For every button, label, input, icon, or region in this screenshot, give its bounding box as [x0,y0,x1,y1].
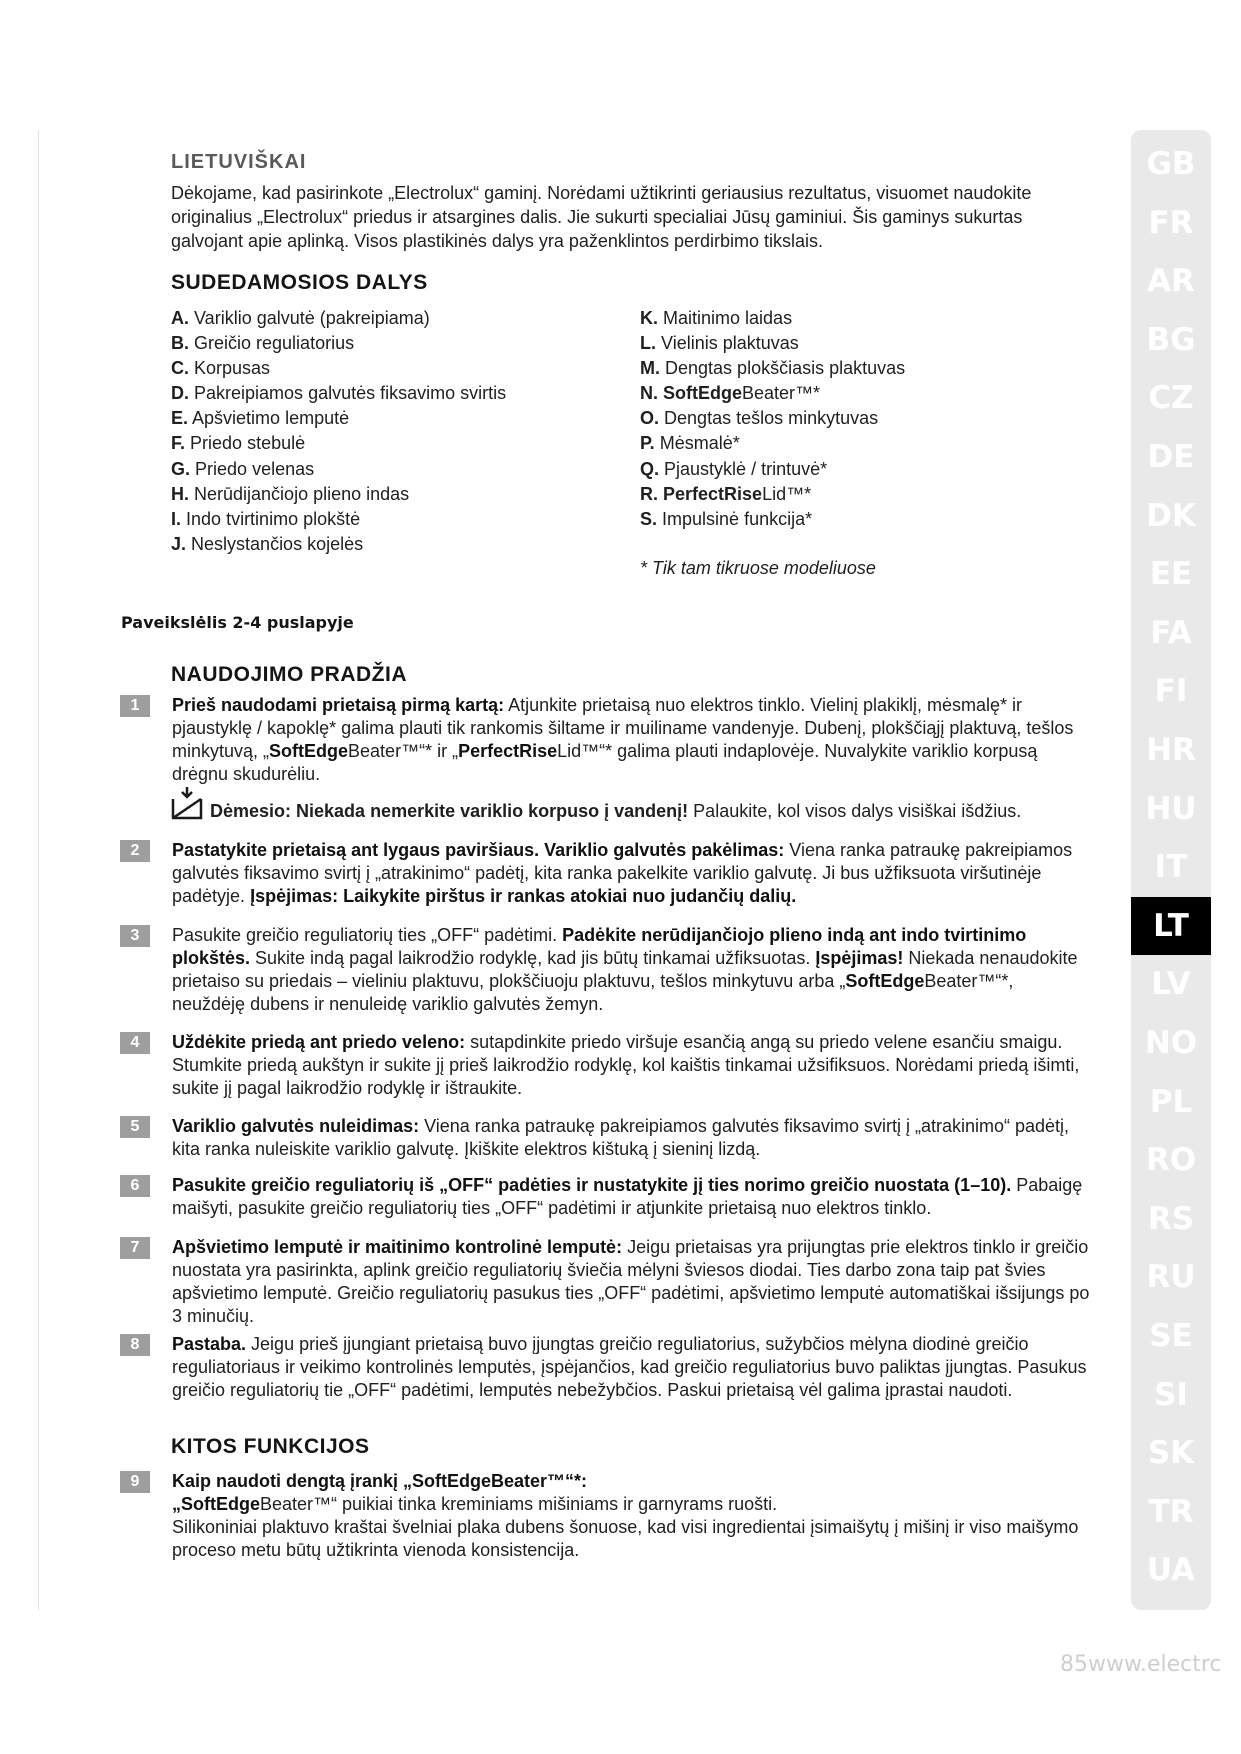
part-label: Apšvietimo lemputė [192,408,350,429]
parts-list-right [640,306,905,532]
part-key: E. [171,408,189,429]
part-item [171,507,506,532]
part-item [171,406,506,431]
part-key: N. [640,383,658,404]
part-label: Priedo stebulė [190,433,306,454]
step-text: Pastatykite prietaisą ant lygaus paviršiaus. Variklio galvutės pakėlimas: Viena ranka patraukę pakreipiamos galvutės fiksavimo svirtį į „atrakinimo“ padėtį, kita ranka pakelkite variklio galvutę. Ji bus užfiksuota viršutinėje padėtyje. Įspėjimas: Laikykite pirštus ir rankas atokiai nuo judančių dalių. [172,840,1073,906]
part-label: Pjaustyklė / trintuvė* [664,458,828,479]
part-key: C. [171,358,189,379]
part-key: J. [171,533,187,554]
language-tab-fi[interactable]: FI [1154,673,1188,710]
step-number: 6 [120,1175,150,1197]
part-label: Maitinimo laidas [663,308,793,328]
language-tab-ua[interactable]: UA [1146,1552,1196,1589]
part-label: Lid™* [762,483,812,504]
step-number: 4 [120,1032,150,1054]
footer-url: www.electrc [1088,1652,1222,1677]
other-functions-heading: KITOS FUNKCIJOS [171,1435,370,1458]
step-text: Apšvietimo lemputė ir maitinimo kontrolinė lemputė: Jeigu prietaisas yra prijungtas prie elektros tinklo ir greičio nuostata yra pasirinkta, aplink greičio reguliatorių šviečia mėlyni šviesos diodai. Ties darbo zona taip pat švies apšvietimo lemputė. Greičio reguliatorių pasukus ties „OFF“ padėtimi, apšvietimo lemputė automatiškai išsijungs po 3 minučių. [172,1237,1090,1326]
getting-started-heading: NAUDOJIMO PRADŽIA [171,663,408,686]
part-item [171,306,506,331]
step-text: Prieš naudodami prietaisą pirmą kartą: Atjunkite prietaisą nuo elektros tinklo. Vielinį plakiklį, mėsmalę* ir pjaustyklę / kapoklę* galima plauti tik rankomis šiltame ir muiliname vandenyje. Dubenį, plokščiąjį plaktuvą, tešlos minkytuvą, „SoftEdgeBeater™“* ir „PerfectRiseLid™“* galima plauti indaplovėje. Nuvalykite variklio korpusą drėgnu skudurėliu. [172,695,1074,784]
parts-heading: SUDEDAMOSIOS DALYS [171,271,428,294]
part-item [171,356,506,381]
part-key: F. [171,433,186,454]
language-tab-lt[interactable]: LT [1131,897,1211,955]
part-label: Neslystančios kojelės [191,533,364,554]
step-number: 1 [120,695,150,717]
no-water-immersion-icon [170,785,204,821]
part-item [171,457,506,482]
warning-block [170,785,1090,825]
language-tab-dk[interactable]: DK [1146,497,1196,534]
language-tab-de[interactable]: DE [1147,439,1195,475]
part-label: Priedo velenas [195,458,315,479]
part-key: A. [171,308,189,328]
part-item [640,457,905,482]
part-item [640,431,905,456]
part-key: I. [171,508,182,529]
page-footer [1060,1652,1222,1677]
step-number: 2 [120,840,150,862]
parts-list-left [171,306,506,557]
part-key: B. [171,333,189,354]
part-label: Dengtas plokščiasis plaktuvas [665,358,906,379]
part-label: Beater™* [742,383,821,404]
step-text: Variklio galvutės nuleidimas: Viena ranka patraukę pakreipiamos galvutės fiksavimo svirtį į „atrakinimo“ padėtį, kita ranka nuleiskite variklio galvutę. Įkiškite elektros kištuką į sieninį lizdą. [172,1116,1070,1159]
language-tab-pl[interactable]: PL [1149,1083,1193,1120]
part-brand: SoftEdge [663,383,743,404]
part-key: O. [640,408,660,429]
part-key: P. [640,433,655,454]
page-number: 85 [1060,1652,1088,1677]
language-tab-gb[interactable]: GB [1146,146,1196,182]
part-brand: PerfectRise [663,483,763,504]
part-item [640,507,905,532]
language-tab-rs[interactable]: RS [1147,1200,1195,1237]
part-item [640,331,905,356]
part-key: M. [640,358,660,379]
part-item [171,482,506,507]
step-text: Kaip naudoti dengtą įrankį „SoftEdgeBeater™“*: „SoftEdgeBeater™“ puikiai tinka kreminiams mišiniams ir garnyrams ruošti. Silikoniniai plaktuvo kraštai švelniai plaka dubens šonuose, kad visi ingredientai įsimaišytų į mišinį ir viso maišymo proceso metu būtų užtikrinta vienoda konsistencija. [172,1471,1079,1560]
step-number: 5 [120,1116,150,1138]
language-tab-sk[interactable]: SK [1147,1435,1195,1472]
part-key: G. [171,458,191,479]
part-item [640,406,905,431]
language-tab-fr[interactable]: FR [1148,204,1194,241]
part-item [640,306,905,331]
part-label: Variklio galvutė (pakreipiama) [194,308,430,328]
language-tab-cz[interactable]: CZ [1148,380,1194,417]
part-key: D. [171,383,189,404]
language-title: LIETUVIŠKAI [171,151,307,173]
language-tab-hr[interactable]: HR [1146,732,1196,768]
part-key: R. [640,483,658,504]
part-label: Mėsmalė* [659,433,740,454]
language-tab-fa[interactable]: FA [1150,614,1192,651]
part-key: K. [640,308,658,328]
models-note: * Tik tam tikruose modeliuose [640,558,876,578]
part-key: H. [171,483,189,504]
part-label: Nerūdijančiojo plieno indas [194,483,410,504]
language-tab-ee[interactable]: EE [1149,556,1193,593]
part-item [640,482,905,507]
language-tab-ar[interactable]: AR [1147,263,1195,300]
part-label: Greičio reguliatorius [194,333,355,354]
part-label: Vielinis plaktuvas [661,333,799,354]
language-tab-bg[interactable]: BG [1146,321,1196,358]
part-label: Korpusas [194,358,271,379]
language-tab-ru[interactable]: RU [1146,1259,1196,1296]
step-number: 9 [120,1471,150,1493]
part-item [171,331,506,356]
part-label: Dengtas tešlos minkytuvas [664,408,879,429]
warning-text: Dėmesio: Niekada nemerkite variklio korpuso į vandenį! Palaukite, kol visos dalys visiškai išdžius. [210,801,1022,821]
step-text: Pastaba. Jeigu prieš įjungiant prietaisą buvo įjungtas greičio reguliatorius, sužybčios mėlyna diodinė greičio reguliatoriaus ir veikimo kontrolinės lemputės, įspėjančios, kad greičio reguliatorius buvo paliktas įjungtas. Pasukus greičio reguliatorių tie „OFF“ padėtimi, lemputės nebežybčios. Paskui prietaisą vėl galima įprastai naudoti. [172,1334,1087,1400]
language-tab-hu[interactable]: HU [1145,790,1197,827]
figure-reference: Paveikslėlis 2-4 puslapyje [121,613,354,632]
part-item [640,381,905,406]
language-tab-si[interactable]: SI [1154,1376,1188,1413]
part-key: Q. [640,458,660,479]
part-label: Impulsinė funkcija* [662,508,813,529]
left-margin-rule [38,130,39,1610]
step-number: 7 [120,1237,150,1259]
step-text: Uždėkite priedą ant priedo veleno: sutapdinkite priedo viršuje esančią angą su priedo velene esančiu smaigu. Stumkite priedą aukštyn ir sukite jį prieš laikrodžio rodyklę, kol kaištis tinkamai užsifiksuos. Norėdami priedą išimti, sukite jį pagal laikrodžio rodyklę ir ištraukite. [172,1032,1080,1098]
intro-paragraph: Dėkojame, kad pasirinkote „Electrolux“ gaminį. Norėdami užtikrinti geriausius rezultatus, visuomet naudokite originalius „Electrolux“ priedus ir atsargines dalis. Jie sukurti specialiai Jūsų gaminiui. Šis gaminys sukurtas galvojant apie aplinką. Visos plastikinės dalys yra paženklintos perdirbimo tikslais. [171,183,1032,251]
part-label: Indo tvirtinimo plokštė [186,508,361,529]
language-tab-tr[interactable]: TR [1148,1493,1194,1530]
language-tab-se[interactable]: SE [1149,1318,1193,1354]
step-text: Pasukite greičio reguliatorių iš „OFF“ padėties ir nustatykite jį ties norimo greičio nuostata (1–10). Pabaigę maišyti, pasukite greičio reguliatorių ties „OFF“ padėtimi ir atjunkite prietaisą nuo elektros tinklo. [172,1175,1083,1218]
language-tab-lv[interactable]: LV [1151,966,1191,1003]
part-item [171,532,506,557]
part-key: S. [640,508,658,529]
part-label: Pakreipiamos galvutės fiksavimo svirtis [194,383,507,404]
language-tab-ro[interactable]: RO [1145,1142,1197,1179]
part-item [640,356,905,381]
step-text: Pasukite greičio reguliatorių ties „OFF“ padėtimi. Padėkite nerūdijančiojo plieno indą ant indo tvirtinimo plokštės. Sukite indą pagal laikrodžio rodyklę, kad jis būtų tinkamai užfiksuotas. Įspėjimas! Niekada nenaudokite prietaiso su priedais – vieliniu plaktuvu, plokščiuoju plaktuvu, tešlos minkytuvu arba „SoftEdgeBeater™“*, neuždėję dubens ir nenuleidę variklio galvutės žemyn. [172,925,1078,1014]
language-tab-it[interactable]: IT [1154,849,1188,886]
step-number: 3 [120,925,150,947]
part-item [171,431,506,456]
part-key: L. [640,333,656,354]
step-number: 8 [120,1334,150,1356]
part-item [171,381,506,406]
language-tab-no[interactable]: NO [1144,1025,1198,1061]
language-tabs [1131,130,1211,1610]
